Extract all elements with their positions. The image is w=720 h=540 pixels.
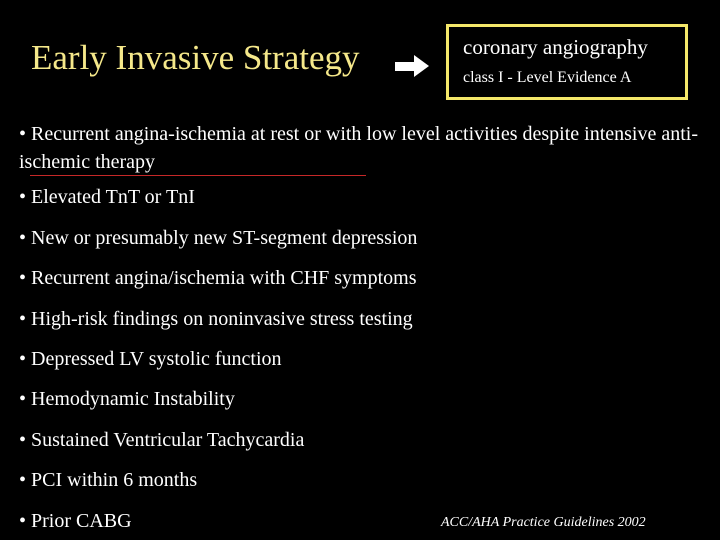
bullet-item: • Hemodynamic Instability	[19, 388, 235, 410]
bullet-item: • Depressed LV systolic function	[19, 348, 282, 370]
right-arrow-icon	[395, 55, 429, 77]
recommendation-box	[446, 24, 688, 100]
bullet-item: • Elevated TnT or TnI	[19, 186, 195, 208]
bullet-item: • Sustained Ventricular Tachycardia	[19, 429, 305, 451]
recommendation-class: class I - Level Evidence A	[463, 69, 632, 86]
bullet-item: • Recurrent angina-ischemia at rest or with low level activities despite intensive anti-ischemic therapy	[19, 123, 699, 173]
bullet-item: • New or presumably new ST-segment depression	[19, 227, 418, 249]
slide-title: Early Invasive Strategy	[31, 38, 360, 77]
bullet-item: • Prior CABG	[19, 510, 132, 532]
bullet-item: • PCI within 6 months	[19, 469, 198, 491]
bullet-item: • High-risk findings on noninvasive stress testing	[19, 308, 413, 330]
bullet-item: • Recurrent angina/ischemia with CHF symptoms	[19, 267, 417, 289]
recommendation-procedure: coronary angiography	[463, 35, 648, 59]
underline-divider	[30, 175, 366, 176]
source-citation: ACC/AHA Practice Guidelines 2002	[441, 515, 646, 530]
